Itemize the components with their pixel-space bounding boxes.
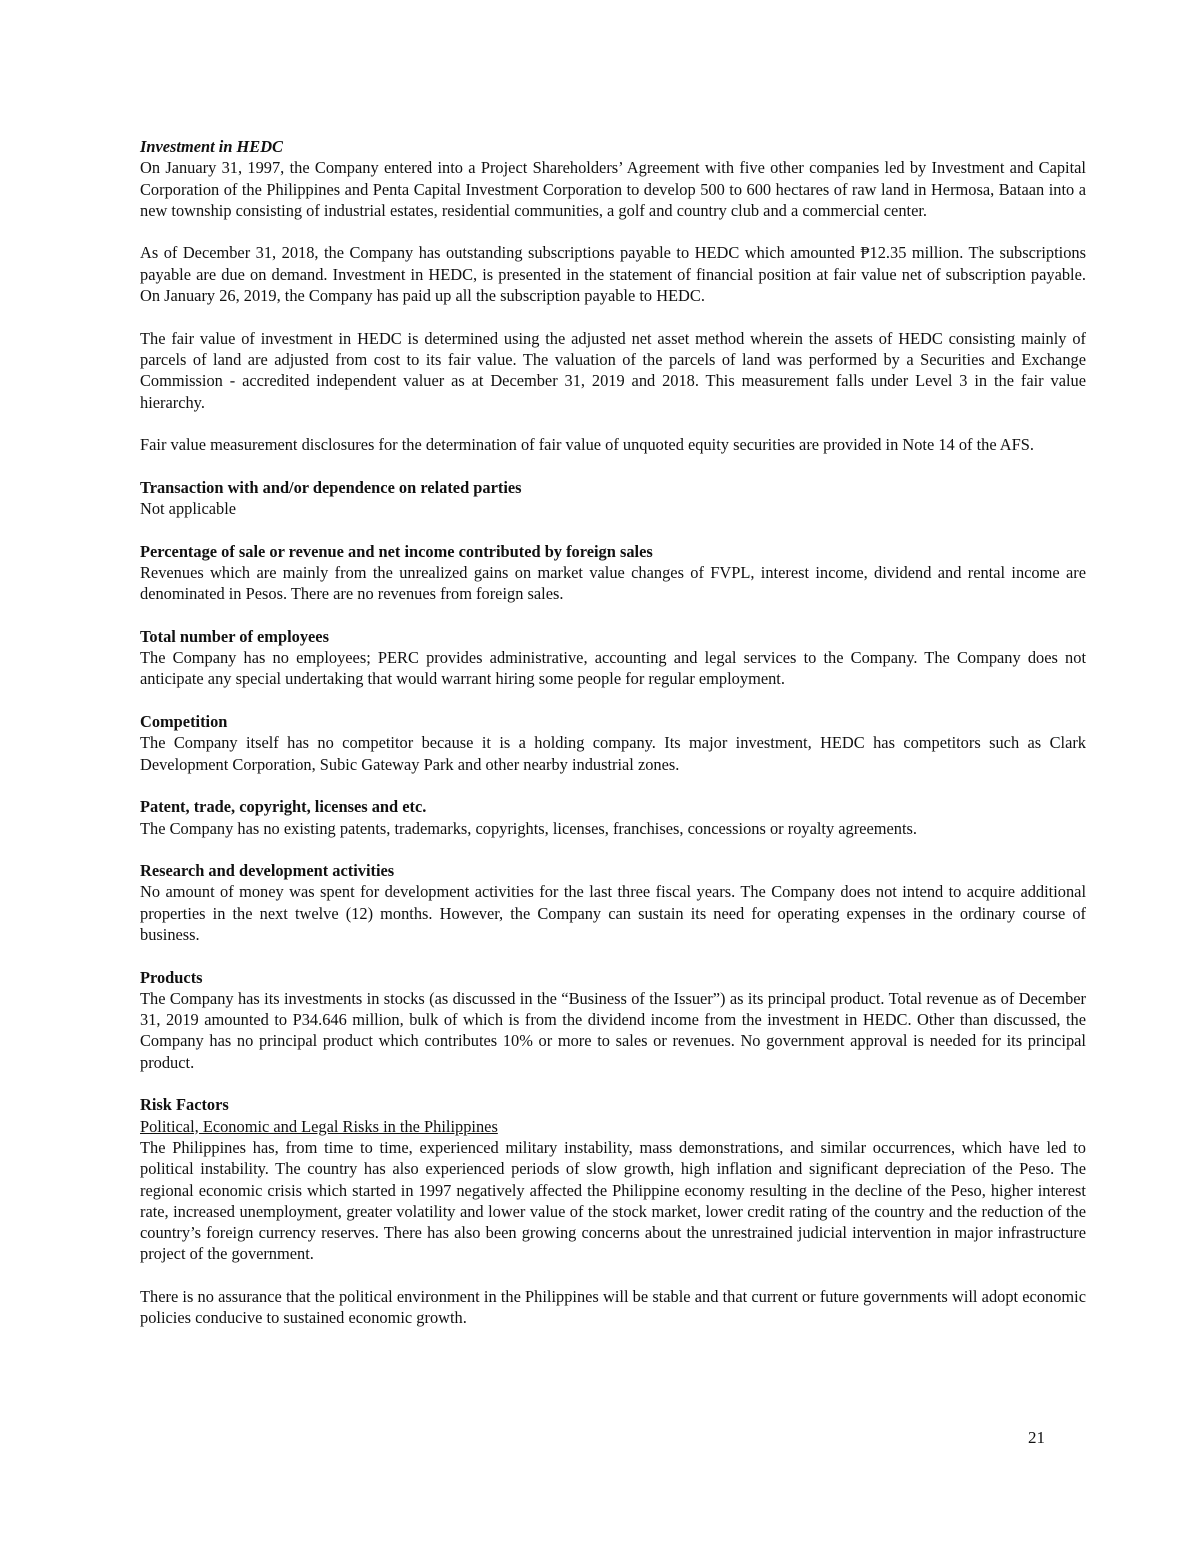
paragraph: Fair value measurement disclosures for the determination of fair value of unquoted equity securities are provided in Note 14 of the AFS. [140, 435, 1034, 455]
paragraph: As of December 31, 2018, the Company has outstanding subscriptions payable to HEDC which amounted ₱12.35 million. The subscriptions payable are due on demand. Investment in HEDC, is presented in the statement of financial position at fair value net of subscription payable. On January 26, 2019, the Company has paid up all the subscription payable to HEDC. [140, 243, 1086, 306]
section-heading: Risk Factors [140, 1095, 229, 1115]
section-competition [140, 711, 1086, 775]
paragraph: On January 31, 1997, the Company entered into a Project Shareholders’ Agreement with five other companies led by Investment and Capital Corporation of the Philippines and Penta Capital Investment Corporation to develop 500 to 600 hectares of raw land in Hermosa, Bataan into a new township consisting of industrial estates, residential communities, a golf and country club and a commercial center. [140, 158, 1086, 220]
section-heading: Competition [140, 712, 228, 732]
page-number: 21 [1028, 1428, 1045, 1447]
paragraph: Revenues which are mainly from the unrealized gains on market value changes of FVPL, interest income, dividend and rental income are denominated in Pesos. There are no revenues from foreign sales. [140, 562, 1086, 604]
section-investment-in-hedc [140, 136, 1086, 455]
section-related-parties [140, 477, 1086, 520]
section-foreign-sales [140, 541, 1086, 605]
section-subheading: Political, Economic and Legal Risks in the Philippines [140, 1116, 498, 1136]
section-research-development [140, 860, 1086, 945]
paragraph: The fair value of investment in HEDC is determined using the adjusted net asset method wherein the assets of HEDC consisting mainly of parcels of land are adjusted from cost to its fair value. The valuation of the parcels of land was performed by a Securities and Exchange Commission - accredited independent valuer as at December 31, 2019 and 2018. This measurement falls under Level 3 in the fair value hierarchy. [140, 328, 1086, 412]
paragraph: The Company has no employees; PERC provides administrative, accounting and legal services to the Company. The Company does not anticipate any special undertaking that would warrant hiring some people for regular employment. [140, 648, 1086, 689]
section-heading: Percentage of sale or revenue and net income contributed by foreign sales [140, 541, 653, 561]
paragraph: Not applicable [140, 499, 237, 519]
section-patents [140, 796, 1086, 839]
paragraph: No amount of money was spent for development activities for the last three fiscal years. The Company does not intend to acquire additional properties in the next twelve (12) months. However, the Company can sustain its need for operating expenses in the ordinary course of business. [140, 882, 1086, 944]
paragraph: The Philippines has, from time to time, experienced military instability, mass demonstrations, and similar occurrences, which have led to political instability. The country has also experienced periods of slow growth, high inflation and significant depreciation of the Peso. The regional economic crisis which started in 1997 negatively affected the Philippine economy resulting in the decline of the Peso, higher interest rate, increased unemployment, greater volatility and lower value of the stock market, lower credit rating of the country and the reduction of the country’s foreign currency reserves. There has also been growing concerns about the unrestrained judicial intervention in major infrastructure project of the government. [140, 1137, 1086, 1264]
section-heading: Transaction with and/or dependence on related parties [140, 477, 522, 497]
document-body [140, 136, 1086, 1350]
paragraph: The Company itself has no competitor because it is a holding company. Its major investment, HEDC has competitors such as Clark Development Corporation, Subic Gateway Park and other nearby industrial zones. [140, 733, 1086, 774]
section-heading: Research and development activities [140, 861, 395, 881]
section-risk-factors [140, 1094, 1086, 1328]
section-heading: Products [140, 967, 203, 987]
paragraph: The Company has no existing patents, trademarks, copyrights, licenses, franchises, concessions or royalty agreements. [140, 818, 917, 838]
section-heading: Patent, trade, copyright, licenses and etc. [140, 797, 427, 817]
section-heading: Investment in HEDC [140, 137, 283, 156]
section-products [140, 967, 1086, 1073]
section-employees [140, 626, 1086, 690]
section-heading: Total number of employees [140, 626, 329, 646]
paragraph: There is no assurance that the political environment in the Philippines will be stable and that current or future governments will adopt economic policies conducive to sustained economic growth. [140, 1287, 1086, 1328]
paragraph: The Company has its investments in stocks (as discussed in the “Business of the Issuer”) as its principal product. Total revenue as of December 31, 2019 amounted to P34.646 million, bulk of which is from the dividend income from the investment in HEDC. Other than discussed, the Company has no principal product which contributes 10% or more to sales or revenues. No government approval is needed for its principal product. [140, 988, 1086, 1072]
